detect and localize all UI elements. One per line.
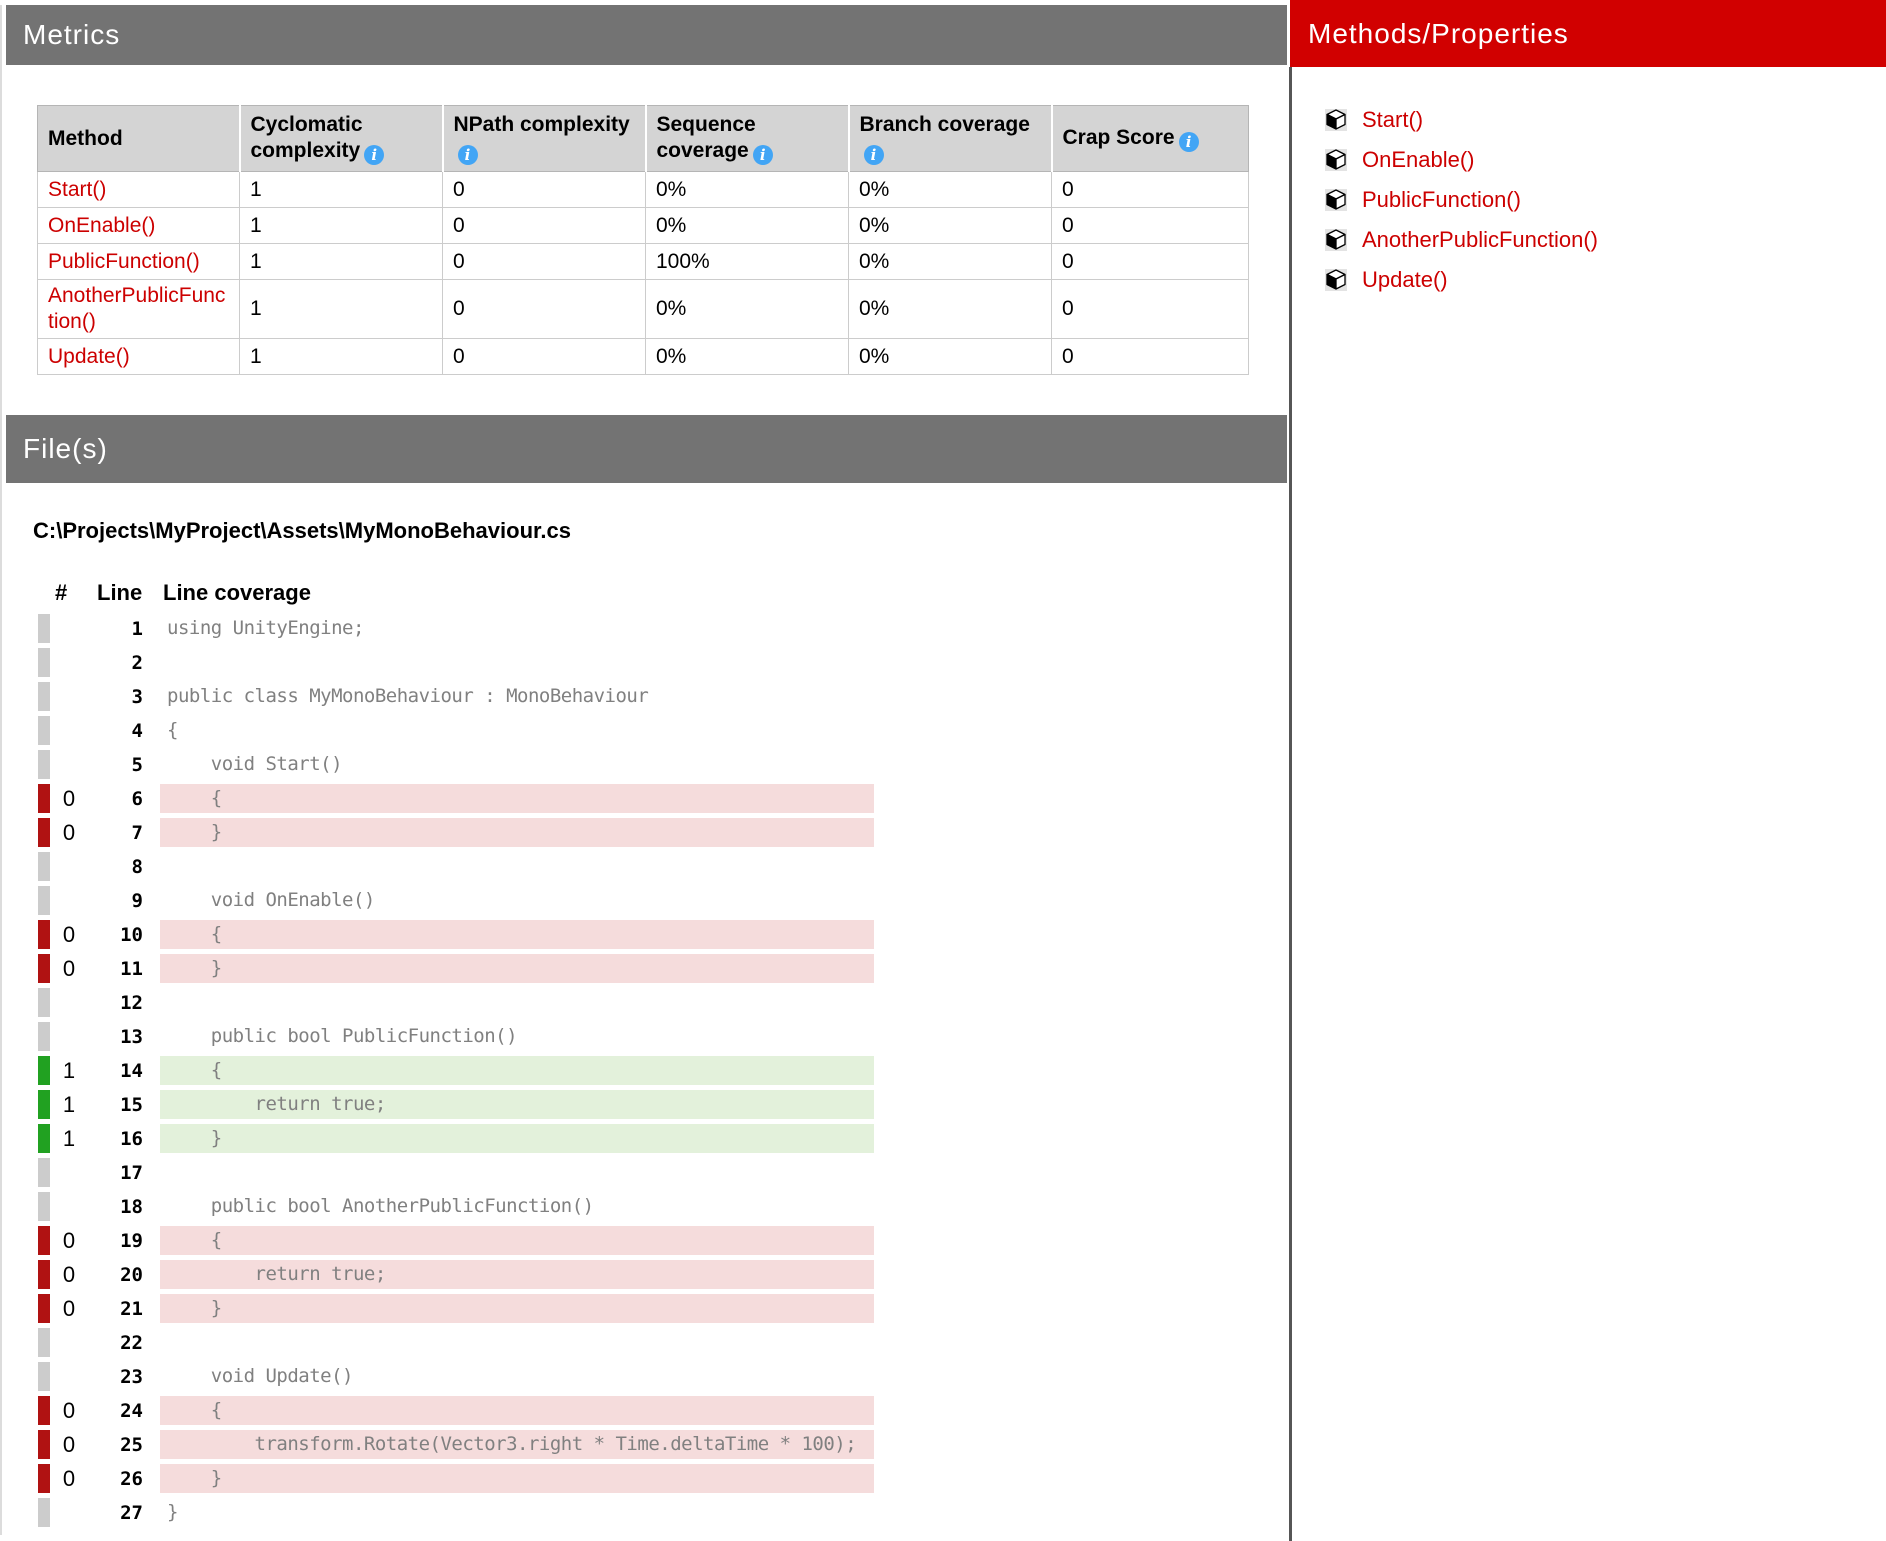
info-icon[interactable]: i [753, 145, 773, 165]
metrics-header-row [38, 106, 1249, 172]
method-link-start[interactable]: Start() [48, 177, 107, 201]
coverage-indicator-none [38, 988, 50, 1017]
line-number: 1 [131, 618, 143, 640]
metrics-row-anotherpublicfunction [38, 280, 1249, 339]
code-line-7 [0, 818, 1000, 852]
method-link-update[interactable]: Update() [48, 344, 130, 368]
hit-count: 0 [62, 1432, 76, 1457]
line-number: 9 [131, 890, 143, 912]
code-text: { [167, 719, 178, 741]
coverage-indicator-uncovered [38, 1294, 50, 1323]
info-icon[interactable]: i [1179, 132, 1199, 152]
files-section-title: File(s) [23, 433, 108, 464]
line-number: 11 [120, 958, 143, 980]
code-line-11 [0, 954, 1000, 988]
hit-count: 1 [62, 1092, 76, 1117]
hit-count [52, 682, 86, 711]
code-text: public bool AnotherPublicFunction() [167, 1195, 594, 1217]
coverage-indicator-uncovered [38, 1430, 50, 1459]
line-number: 18 [120, 1196, 143, 1218]
line-number: 8 [131, 856, 143, 878]
code-line-2 [0, 648, 1000, 682]
code-line-16 [0, 1124, 1000, 1158]
hit-count [52, 988, 86, 1017]
code-line-22 [0, 1328, 1000, 1362]
code-line-17 [0, 1158, 1000, 1192]
code-line-9 [0, 886, 1000, 920]
files-section-header [6, 415, 1287, 483]
line-number: 13 [120, 1026, 143, 1048]
metric-value: 1 [240, 172, 443, 208]
coverage-indicator-uncovered [38, 818, 50, 847]
metric-value: 1 [240, 208, 443, 244]
sidebar-item-label: OnEnable() [1362, 147, 1475, 172]
line-number: 15 [120, 1094, 143, 1116]
line-number: 20 [120, 1264, 143, 1286]
code-text: } [160, 1294, 874, 1323]
hit-count: 0 [62, 956, 76, 981]
metrics-row-start [38, 172, 1249, 208]
code-text: public class MyMonoBehaviour : MonoBehaviour [167, 685, 649, 707]
coverage-indicator-none [38, 1192, 50, 1221]
sidebar-item-anotherpublicfunction[interactable] [1325, 220, 1598, 260]
line-number: 22 [120, 1332, 143, 1354]
code-line-20 [0, 1260, 1000, 1294]
coverage-indicator-none [38, 1022, 50, 1051]
coverage-indicator-covered [38, 1090, 50, 1119]
metric-value: 0 [1052, 172, 1249, 208]
code-header-line-coverage: Line coverage [163, 580, 311, 605]
line-number: 25 [120, 1434, 143, 1456]
hit-count [52, 1192, 86, 1221]
hit-count: 1 [62, 1058, 76, 1083]
code-text: void Start() [167, 753, 343, 775]
coverage-indicator-uncovered [38, 1226, 50, 1255]
hit-count: 0 [62, 1296, 76, 1321]
metrics-table [37, 105, 1249, 375]
hit-count [52, 614, 86, 643]
code-text [160, 648, 874, 677]
line-number: 17 [120, 1162, 143, 1184]
metrics-col-header-branch-coverage: Branch coveragei [849, 106, 1052, 172]
hit-count [52, 716, 86, 745]
metrics-row-onenable [38, 208, 1249, 244]
line-number: 4 [131, 720, 143, 742]
metrics-col-header-sequence-coverage: Sequence coverage i [646, 106, 849, 172]
method-cell [38, 172, 240, 208]
metric-value: 0 [1052, 208, 1249, 244]
metric-value: 0 [443, 280, 646, 339]
metrics-table-body [38, 172, 1249, 375]
line-number: 10 [120, 924, 143, 946]
method-link-anotherpublicfunction[interactable]: AnotherPublicFunction() [48, 284, 226, 333]
method-link-onenable[interactable]: OnEnable() [48, 213, 156, 237]
coverage-indicator-covered [38, 1056, 50, 1085]
coverage-indicator-uncovered [38, 784, 50, 813]
code-text: } [160, 818, 874, 847]
line-number: 7 [131, 822, 143, 844]
sidebar-item-label: PublicFunction() [1362, 187, 1521, 212]
code-line-1 [0, 614, 1000, 648]
code-text: public bool PublicFunction() [167, 1025, 518, 1047]
code-text [160, 852, 874, 881]
info-icon[interactable]: i [458, 145, 478, 165]
code-text: } [160, 1464, 874, 1493]
code-header-hits: # [55, 580, 68, 605]
code-line-25 [0, 1430, 1000, 1464]
coverage-indicator-none [38, 886, 50, 915]
coverage-indicator-uncovered [38, 1464, 50, 1493]
method-cube-icon [1325, 269, 1347, 291]
method-cell [38, 339, 240, 375]
metric-value: 0% [646, 280, 849, 339]
metric-value: 0 [1052, 244, 1249, 280]
code-line-5 [0, 750, 1000, 784]
metric-value: 0 [443, 172, 646, 208]
method-cell [38, 244, 240, 280]
metric-value: 0 [443, 208, 646, 244]
coverage-indicator-none [38, 750, 50, 779]
metrics-col-header-method: Method [38, 106, 240, 172]
coverage-indicator-none [38, 1158, 50, 1187]
hit-count [52, 1328, 86, 1357]
coverage-indicator-none [38, 1328, 50, 1357]
coverage-indicator-uncovered [38, 954, 50, 983]
metrics-col-header-cyclomatic-complexity: Cyclomatic complexity i [240, 106, 443, 172]
hit-count: 0 [62, 820, 76, 845]
metric-value: 1 [240, 244, 443, 280]
metric-value: 0% [646, 208, 849, 244]
metric-value: 0% [849, 244, 1052, 280]
coverage-indicator-none [38, 648, 50, 677]
line-number: 3 [131, 686, 143, 708]
line-number: 23 [120, 1366, 143, 1388]
code-line-19 [0, 1226, 1000, 1260]
coverage-indicator-none [38, 1498, 50, 1527]
sidebar-item-label: Start() [1362, 107, 1424, 132]
hit-count: 1 [62, 1126, 76, 1151]
info-icon[interactable]: i [864, 145, 884, 165]
code-line-12 [0, 988, 1000, 1022]
code-text: { [160, 1056, 874, 1085]
line-number: 2 [131, 652, 143, 674]
hit-count: 0 [62, 1228, 76, 1253]
sidebar-item-update[interactable] [1325, 260, 1598, 300]
sidebar-title: Methods/Properties [1308, 18, 1569, 49]
code-line-14 [0, 1056, 1000, 1090]
code-text: { [160, 920, 874, 949]
coverage-indicator-covered [38, 1124, 50, 1153]
metrics-row-publicfunction [38, 244, 1249, 280]
file-path: C:\Projects\MyProject\Assets\MyMonoBehaviour.cs [33, 518, 571, 543]
code-text: void Update() [167, 1365, 353, 1387]
code-line-18 [0, 1192, 1000, 1226]
hit-count: 0 [62, 1262, 76, 1287]
code-line-26 [0, 1464, 1000, 1498]
line-number: 19 [120, 1230, 143, 1252]
line-number: 16 [120, 1128, 143, 1150]
metric-value: 0% [849, 339, 1052, 375]
coverage-indicator-none [38, 1362, 50, 1391]
code-line-3 [0, 682, 1000, 716]
sidebar-method-list [1325, 100, 1598, 300]
hit-count [52, 1362, 86, 1391]
code-line-8 [0, 852, 1000, 886]
metric-value: 0 [1052, 339, 1249, 375]
line-number: 26 [120, 1468, 143, 1490]
hit-count [52, 1498, 86, 1527]
line-number: 6 [131, 788, 143, 810]
hit-count [52, 750, 86, 779]
method-cube-icon [1325, 149, 1347, 171]
coverage-indicator-none [38, 852, 50, 881]
line-number: 14 [120, 1060, 143, 1082]
code-line-10 [0, 920, 1000, 954]
line-number: 12 [120, 992, 143, 1014]
method-cube-icon [1325, 109, 1347, 131]
sidebar-item-start[interactable] [1325, 100, 1598, 140]
metric-value: 0% [646, 339, 849, 375]
code-text: } [167, 1501, 178, 1523]
info-icon[interactable]: i [364, 145, 384, 165]
metrics-row-update [38, 339, 1249, 375]
hit-count: 0 [62, 786, 76, 811]
code-line-23 [0, 1362, 1000, 1396]
sidebar-item-label: Update() [1362, 267, 1448, 292]
code-line-6 [0, 784, 1000, 818]
hit-count [52, 1158, 86, 1187]
hit-count [52, 852, 86, 881]
method-cell [38, 208, 240, 244]
metrics-col-header-crap-score: Crap Score i [1052, 106, 1249, 172]
line-number: 27 [120, 1502, 143, 1524]
code-line-13 [0, 1022, 1000, 1056]
coverage-indicator-uncovered [38, 920, 50, 949]
coverage-indicator-none [38, 614, 50, 643]
hit-count [52, 648, 86, 677]
code-coverage-lines [0, 614, 1000, 1532]
line-number: 24 [120, 1400, 143, 1422]
code-text: } [160, 954, 874, 983]
code-text [160, 1328, 874, 1357]
code-line-27 [0, 1498, 1000, 1532]
metric-value: 1 [240, 339, 443, 375]
code-text: { [160, 1396, 874, 1425]
sidebar-item-publicfunction[interactable] [1325, 180, 1598, 220]
code-line-4 [0, 716, 1000, 750]
coverage-indicator-none [38, 682, 50, 711]
metric-value: 0% [849, 172, 1052, 208]
metric-value: 0% [849, 280, 1052, 339]
code-text: { [160, 1226, 874, 1255]
method-link-publicfunction[interactable]: PublicFunction() [48, 249, 200, 273]
metric-value: 0% [646, 172, 849, 208]
coverage-indicator-uncovered [38, 1396, 50, 1425]
hit-count: 0 [62, 922, 76, 947]
code-header-line: Line [97, 580, 143, 605]
hit-count: 0 [62, 1398, 76, 1423]
line-number: 21 [120, 1298, 143, 1320]
sidebar-item-label: AnotherPublicFunction() [1362, 227, 1599, 252]
metric-value: 100% [646, 244, 849, 280]
metric-value: 0 [1052, 280, 1249, 339]
code-text: return true; [160, 1090, 874, 1119]
code-line-24 [0, 1396, 1000, 1430]
metrics-section-title: Metrics [23, 19, 121, 50]
method-cube-icon [1325, 229, 1347, 251]
metrics-col-header-npath-complexity: NPath complexityi [443, 106, 646, 172]
code-text: { [160, 784, 874, 813]
code-line-15 [0, 1090, 1000, 1124]
sidebar-header [1290, 0, 1886, 67]
code-text: void OnEnable() [167, 889, 375, 911]
metrics-section-header [6, 5, 1287, 65]
metric-value: 0 [443, 339, 646, 375]
code-text [160, 1158, 874, 1187]
coverage-indicator-none [38, 716, 50, 745]
code-text: transform.Rotate(Vector3.right * Time.deltaTime * 100); [160, 1430, 874, 1459]
line-number: 5 [131, 754, 143, 776]
metric-value: 0 [443, 244, 646, 280]
metric-value: 1 [240, 280, 443, 339]
code-text [160, 988, 874, 1017]
hit-count [52, 1022, 86, 1051]
hit-count [52, 886, 86, 915]
method-cube-icon [1325, 189, 1347, 211]
hit-count: 0 [62, 1466, 76, 1491]
method-cell [38, 280, 240, 339]
coverage-indicator-uncovered [38, 1260, 50, 1289]
metric-value: 0% [849, 208, 1052, 244]
code-line-21 [0, 1294, 1000, 1328]
code-text: } [160, 1124, 874, 1153]
code-text: return true; [160, 1260, 874, 1289]
sidebar-item-onenable[interactable] [1325, 140, 1598, 180]
panel-divider [1289, 67, 1292, 1541]
code-text: using UnityEngine; [167, 617, 364, 639]
